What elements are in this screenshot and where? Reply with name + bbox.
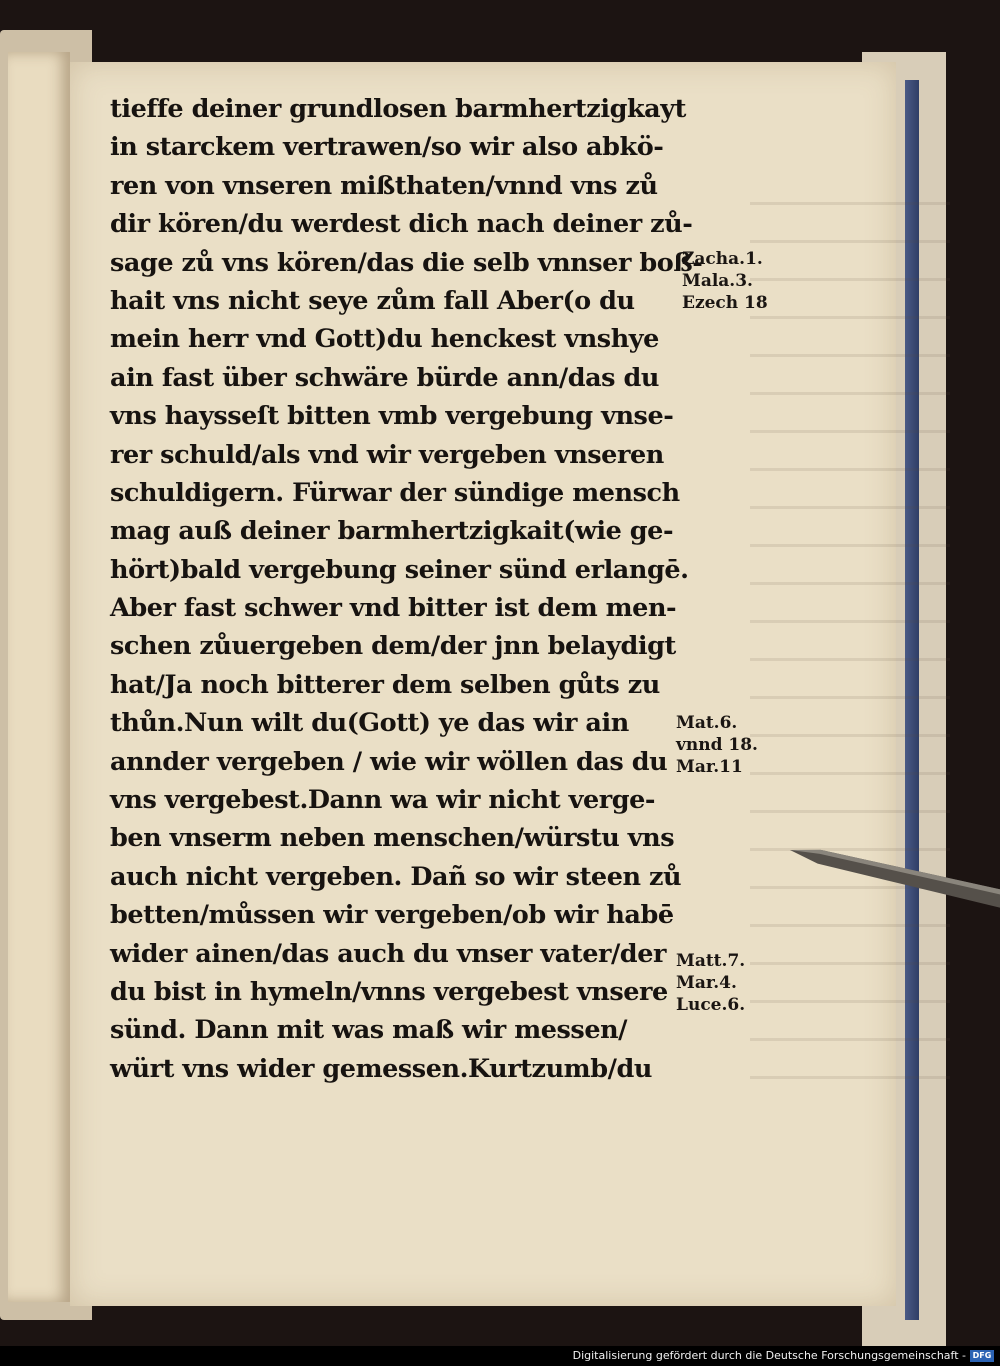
marginal-reference: Mar.11 <box>676 757 743 777</box>
text-line: thůn.Nun wilt du(Gott) ye das wir ain <box>110 708 629 739</box>
text-line: vns haysseſt bitten vmb vergebung vnse- <box>110 401 674 432</box>
text-line: betten/můssen wir vergeben/ob wir habē <box>110 900 674 931</box>
page-text <box>110 90 703 1088</box>
text-line: wider ainen/das auch du vnser vater/der <box>110 938 666 969</box>
text-line: rer schuld/als vnd wir vergeben vnseren <box>110 439 664 470</box>
show-through-text <box>750 202 950 1102</box>
marginal-reference: Mar.4. <box>676 973 737 993</box>
footer-bar <box>0 1346 1000 1366</box>
text-line: du bist in hymeln/vnns vergebest vnsere <box>110 976 668 1007</box>
text-line: schuldigern. Fürwar der sündige mensch <box>110 477 680 508</box>
marginal-reference: Mat.6. <box>676 713 738 733</box>
marginal-note <box>676 712 758 778</box>
text-line: würt vns wider gemessen.Kurtzumb/du <box>110 1053 652 1084</box>
marginal-reference: Luce.6. <box>676 995 746 1015</box>
text-line: sage zů vns kören/das die selb vnnser boß- <box>110 247 703 278</box>
marginal-reference: Zacha.1. <box>682 249 763 269</box>
text-line: hört)bald vergebung seiner sünd erlangē. <box>110 554 689 585</box>
text-line: Aber fast schwer vnd bitter ist dem men- <box>110 593 677 624</box>
marginal-note <box>682 248 768 314</box>
text-line: ren von vnseren mißthaten/vnnd vns zů <box>110 170 658 201</box>
text-line: dir kören/du werdest dich nach deiner zů- <box>110 209 693 240</box>
text-line: mag auß deiner barmhertzigkait(wie ge- <box>110 516 674 547</box>
marginal-note <box>676 950 745 1016</box>
marginal-reference: Mala.3. <box>682 271 753 291</box>
funding-notice: Digitalisierung gefördert durch die Deutsche Forschungsgemeinschaft - <box>572 1349 966 1362</box>
marginal-reference: Matt.7. <box>676 951 746 971</box>
text-line: sünd. Dann mit was maß wir messen/ <box>110 1015 628 1046</box>
left-page-edge <box>8 52 70 1302</box>
text-line: schen zůuergeben dem/der jnn belaydigt <box>110 631 676 662</box>
text-line: mein herr vnd Gott)du henckest vnshye <box>110 324 659 355</box>
text-line: in starckem vertrawen/so wir also abkö- <box>110 132 664 163</box>
text-line: auch nicht vergeben. Dañ so wir steen zů <box>110 861 682 892</box>
text-line: hat/Ja noch bitterer dem selben gůts zu <box>110 669 660 700</box>
dfg-logo: DFG <box>970 1350 994 1362</box>
marginal-reference: vnnd 18. <box>676 735 758 755</box>
text-line: annder vergeben / wie wir wöllen das du <box>110 746 668 777</box>
text-line: tieffe deiner grundlosen barmhertzigkayt <box>110 94 686 124</box>
text-line: ben vnserm neben menschen/würstu vns <box>110 823 675 854</box>
text-line: hait vns nicht seye zům fall Aber(o du <box>110 285 635 316</box>
text-line: vns vergebest.Dann wa wir nicht verge- <box>110 785 656 816</box>
marginal-reference: Ezech 18 <box>682 293 768 313</box>
text-line: ain fast über schwäre bürde ann/das du <box>110 362 659 393</box>
